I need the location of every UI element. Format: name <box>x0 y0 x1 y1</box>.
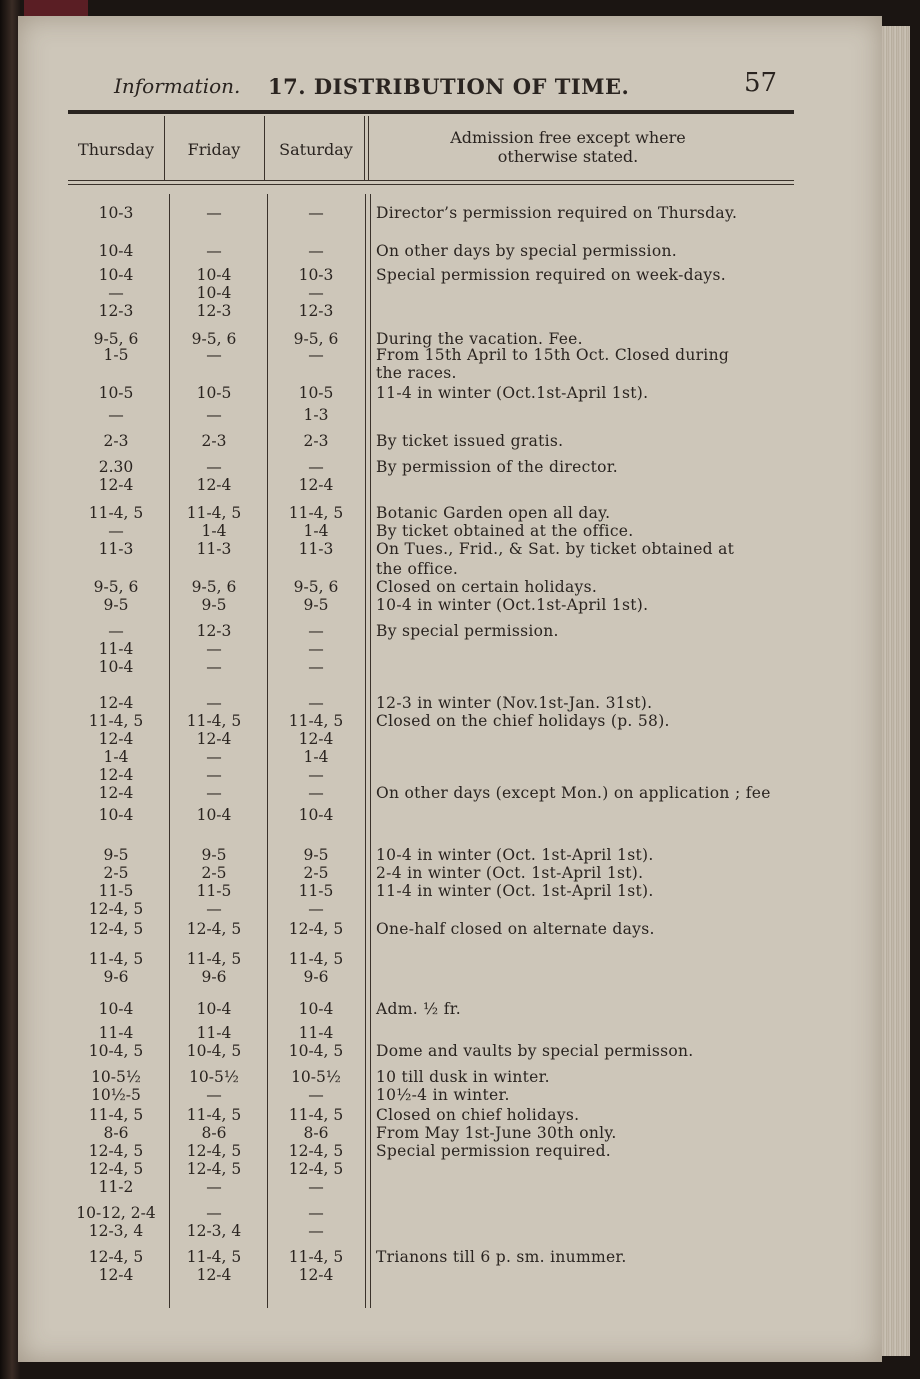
thursday-cell: 12-4 <box>98 1266 134 1284</box>
saturday-cell: — <box>308 346 324 364</box>
friday-cell: 11-4, 5 <box>186 712 242 730</box>
note-cell: the races. <box>376 364 457 382</box>
thursday-cell: 11-2 <box>98 1178 134 1196</box>
thursday-cell: 9-5 <box>103 846 129 864</box>
saturday-cell: 12-3 <box>298 302 334 320</box>
saturday-cell: — <box>308 1086 324 1104</box>
saturday-cell: 11-4, 5 <box>288 504 344 522</box>
saturday-cell: 11-5 <box>298 882 334 900</box>
notes-header-line-1: Admission free except where <box>450 128 686 147</box>
thursday-cell: 12-4 <box>98 766 134 784</box>
note-cell: By ticket issued gratis. <box>376 432 564 450</box>
saturday-cell: 11-4, 5 <box>288 1106 344 1124</box>
saturday-cell: 11-4, 5 <box>288 1248 344 1266</box>
page-number: 57 <box>744 68 778 98</box>
book-spine <box>0 0 20 1379</box>
thursday-cell: 10-5 <box>98 384 134 402</box>
bookmark-ribbon <box>24 0 88 16</box>
thursday-cell: 11-5 <box>98 882 134 900</box>
friday-cell: 11-4, 5 <box>186 950 242 968</box>
thursday-cell: 11-4 <box>98 1024 134 1042</box>
saturday-cell: 12-4, 5 <box>288 920 344 938</box>
thursday-cell: 10-5½ <box>91 1068 141 1086</box>
saturday-cell: — <box>308 1222 324 1240</box>
friday-cell: 11-4 <box>196 1024 232 1042</box>
friday-cell: — <box>206 766 222 784</box>
saturday-cell: 8-6 <box>303 1124 329 1142</box>
page-title: 17. DISTRIBUTION OF TIME. <box>268 74 630 99</box>
saturday-cell: 12-4 <box>298 1266 334 1284</box>
thursday-cell: 12-4, 5 <box>88 1142 144 1160</box>
note-cell: 12-3 in winter (Nov.1st-Jan. 31st). <box>376 694 653 712</box>
notes-header-line-2: otherwise stated. <box>497 147 639 166</box>
friday-cell: 2-3 <box>201 432 227 450</box>
thursday-cell: 12-4, 5 <box>88 1248 144 1266</box>
note-cell: Dome and vaults by special permisson. <box>376 1042 694 1060</box>
note-cell: 11-4 in winter (Oct.1st-April 1st). <box>376 384 649 402</box>
friday-cell: — <box>206 1178 222 1196</box>
note-cell: 10-4 in winter (Oct. 1st-April 1st). <box>376 846 654 864</box>
thursday-cell: 11-4, 5 <box>88 504 144 522</box>
column-header-friday: Friday <box>187 140 241 159</box>
friday-cell: 9-6 <box>201 968 227 986</box>
friday-cell: 10-4 <box>196 806 232 824</box>
saturday-cell: 11-4 <box>298 1024 334 1042</box>
friday-cell: — <box>206 458 222 476</box>
saturday-cell: 10-5 <box>298 384 334 402</box>
saturday-cell: — <box>308 766 324 784</box>
note-cell: 10½-4 in winter. <box>376 1086 510 1104</box>
friday-cell: — <box>206 900 222 918</box>
saturday-cell: — <box>308 784 324 802</box>
thursday-cell: 10-3 <box>98 204 134 222</box>
note-cell: By permission of the director. <box>376 458 618 476</box>
friday-cell: — <box>206 748 222 766</box>
thursday-cell: 10-4, 5 <box>88 1042 144 1060</box>
schedule-table <box>18 16 882 1362</box>
thursday-cell: 11-4 <box>98 640 134 658</box>
thursday-cell: 2-5 <box>103 864 129 882</box>
column-header-saturday: Saturday <box>279 140 353 159</box>
note-cell: 10 till dusk in winter. <box>376 1068 550 1086</box>
saturday-cell: 2-3 <box>303 432 329 450</box>
note-cell: During the vacation. Fee. <box>376 330 583 348</box>
note-cell: 11-4 in winter (Oct. 1st-April 1st). <box>376 882 654 900</box>
saturday-cell: — <box>308 242 324 260</box>
friday-cell: 2-5 <box>201 864 227 882</box>
friday-cell: 12-4 <box>196 1266 232 1284</box>
saturday-cell: — <box>308 694 324 712</box>
friday-cell: — <box>206 1086 222 1104</box>
friday-cell: 1-4 <box>201 522 227 540</box>
thursday-cell: 10-4 <box>98 806 134 824</box>
saturday-cell: 11-4, 5 <box>288 950 344 968</box>
note-cell: the office. <box>376 560 459 578</box>
thursday-cell: 10-4 <box>98 1000 134 1018</box>
note-cell: Special permission required. <box>376 1142 612 1160</box>
note-cell: One-half closed on alternate days. <box>376 920 655 938</box>
thursday-cell: 11-4, 5 <box>88 712 144 730</box>
saturday-cell: — <box>308 458 324 476</box>
friday-cell: 12-4, 5 <box>186 920 242 938</box>
saturday-cell: 10-5½ <box>291 1068 341 1086</box>
friday-cell: — <box>206 242 222 260</box>
friday-cell: 12-4, 5 <box>186 1142 242 1160</box>
saturday-cell: 2-5 <box>303 864 329 882</box>
column-header-thursday: Thursday <box>78 140 154 159</box>
friday-cell: 11-4, 5 <box>186 1248 242 1266</box>
note-cell: Closed on certain holidays. <box>376 578 598 596</box>
friday-cell: 9-5, 6 <box>191 578 237 596</box>
thursday-cell: 12-4, 5 <box>88 1160 144 1178</box>
thursday-cell: 1-5 <box>103 346 129 364</box>
friday-cell: 10-4 <box>196 1000 232 1018</box>
saturday-cell: — <box>308 204 324 222</box>
page-edges <box>882 26 910 1356</box>
thursday-cell: 12-4 <box>98 694 134 712</box>
thursday-cell: 10-12, 2-4 <box>76 1204 156 1222</box>
saturday-cell: 12-4 <box>298 730 334 748</box>
note-cell: From 15th April to 15th Oct. Closed during <box>376 346 730 364</box>
friday-cell: — <box>206 204 222 222</box>
thursday-cell: — <box>108 622 124 640</box>
friday-cell: 12-4 <box>196 730 232 748</box>
friday-cell: 10-5 <box>196 384 232 402</box>
saturday-cell: — <box>308 1178 324 1196</box>
thursday-cell: 2-3 <box>103 432 129 450</box>
friday-cell: — <box>206 640 222 658</box>
saturday-cell: 10-3 <box>298 266 334 284</box>
thursday-cell: 12-4, 5 <box>88 900 144 918</box>
friday-cell: 11-3 <box>196 540 232 558</box>
saturday-cell: 9-5, 6 <box>293 330 339 348</box>
note-cell: On Tues., Frid., & Sat. by ticket obtained at <box>376 540 735 558</box>
saturday-cell: 10-4, 5 <box>288 1042 344 1060</box>
saturday-cell: — <box>308 622 324 640</box>
saturday-cell: 11-3 <box>298 540 334 558</box>
thursday-cell: 12-4 <box>98 476 134 494</box>
saturday-cell: 9-5, 6 <box>293 578 339 596</box>
friday-cell: 10-4 <box>196 266 232 284</box>
friday-cell: 11-4, 5 <box>186 1106 242 1124</box>
friday-cell: 12-3, 4 <box>186 1222 242 1240</box>
thursday-cell: 1-4 <box>103 748 129 766</box>
saturday-cell: 10-4 <box>298 1000 334 1018</box>
thursday-cell: 9-5, 6 <box>93 578 139 596</box>
friday-cell: 12-3 <box>196 622 232 640</box>
saturday-cell: — <box>308 900 324 918</box>
note-cell: On other days (except Mon.) on application ; fee <box>376 784 771 802</box>
note-cell: By ticket obtained at the office. <box>376 522 634 540</box>
saturday-cell: — <box>308 640 324 658</box>
friday-cell: — <box>206 694 222 712</box>
thursday-cell: 11-4, 5 <box>88 1106 144 1124</box>
section-label: Information. <box>114 74 241 98</box>
saturday-cell: — <box>308 658 324 676</box>
thursday-cell: 10-4 <box>98 658 134 676</box>
thursday-cell: 12-4 <box>98 784 134 802</box>
note-cell: Trianons till 6 p. sm. inummer. <box>376 1248 627 1266</box>
friday-cell: — <box>206 406 222 424</box>
friday-cell: 9-5 <box>201 846 227 864</box>
thursday-cell: 12-4, 5 <box>88 920 144 938</box>
saturday-cell: 9-5 <box>303 596 329 614</box>
thursday-cell: 2.30 <box>98 458 134 476</box>
friday-cell: 9-5, 6 <box>191 330 237 348</box>
saturday-cell: 1-4 <box>303 522 329 540</box>
thursday-cell: 11-3 <box>98 540 134 558</box>
note-cell: Closed on the chief holidays (p. 58). <box>376 712 670 730</box>
saturday-cell: 9-6 <box>303 968 329 986</box>
saturday-cell: 1-3 <box>303 406 329 424</box>
saturday-cell: 12-4, 5 <box>288 1160 344 1178</box>
thursday-cell: 9-5 <box>103 596 129 614</box>
friday-cell: 12-4, 5 <box>186 1160 242 1178</box>
friday-cell: — <box>206 784 222 802</box>
friday-cell: 10-5½ <box>189 1068 239 1086</box>
friday-cell: 11-5 <box>196 882 232 900</box>
saturday-cell: 9-5 <box>303 846 329 864</box>
saturday-cell: 1-4 <box>303 748 329 766</box>
note-cell: Director’s permission required on Thursday. <box>376 204 738 222</box>
book-page <box>18 16 882 1362</box>
note-cell: Special permission required on week-days. <box>376 266 726 284</box>
friday-cell: 10-4, 5 <box>186 1042 242 1060</box>
thursday-cell: — <box>108 406 124 424</box>
thursday-cell: 9-5, 6 <box>93 330 139 348</box>
note-cell: Botanic Garden open all day. <box>376 504 611 522</box>
friday-cell: 12-3 <box>196 302 232 320</box>
thursday-cell: 12-3 <box>98 302 134 320</box>
friday-cell: 10-4 <box>196 284 232 302</box>
note-cell: 2-4 in winter (Oct. 1st-April 1st). <box>376 864 644 882</box>
saturday-cell: 10-4 <box>298 806 334 824</box>
thursday-cell: 12-4 <box>98 730 134 748</box>
friday-cell: 8-6 <box>201 1124 227 1142</box>
thursday-cell: 10-4 <box>98 242 134 260</box>
saturday-cell: — <box>308 1204 324 1222</box>
friday-cell: — <box>206 1204 222 1222</box>
thursday-cell: 12-3, 4 <box>88 1222 144 1240</box>
thursday-cell: 11-4, 5 <box>88 950 144 968</box>
friday-cell: 9-5 <box>201 596 227 614</box>
note-cell: Closed on chief holidays. <box>376 1106 580 1124</box>
friday-cell: — <box>206 658 222 676</box>
thursday-cell: 8-6 <box>103 1124 129 1142</box>
saturday-cell: 12-4 <box>298 476 334 494</box>
thursday-cell: 10½-5 <box>91 1086 141 1104</box>
thursday-cell: — <box>108 522 124 540</box>
friday-cell: — <box>206 346 222 364</box>
friday-cell: 11-4, 5 <box>186 504 242 522</box>
thursday-cell: — <box>108 284 124 302</box>
saturday-cell: — <box>308 284 324 302</box>
saturday-cell: 11-4, 5 <box>288 712 344 730</box>
friday-cell: 12-4 <box>196 476 232 494</box>
note-cell: 10-4 in winter (Oct.1st-April 1st). <box>376 596 649 614</box>
thursday-cell: 9-6 <box>103 968 129 986</box>
thursday-cell: 10-4 <box>98 266 134 284</box>
note-cell: On other days by special permission. <box>376 242 677 260</box>
note-cell: Adm. ½ fr. <box>376 1000 461 1018</box>
saturday-cell: 12-4, 5 <box>288 1142 344 1160</box>
note-cell: From May 1st-June 30th only. <box>376 1124 617 1142</box>
note-cell: By special permission. <box>376 622 559 640</box>
